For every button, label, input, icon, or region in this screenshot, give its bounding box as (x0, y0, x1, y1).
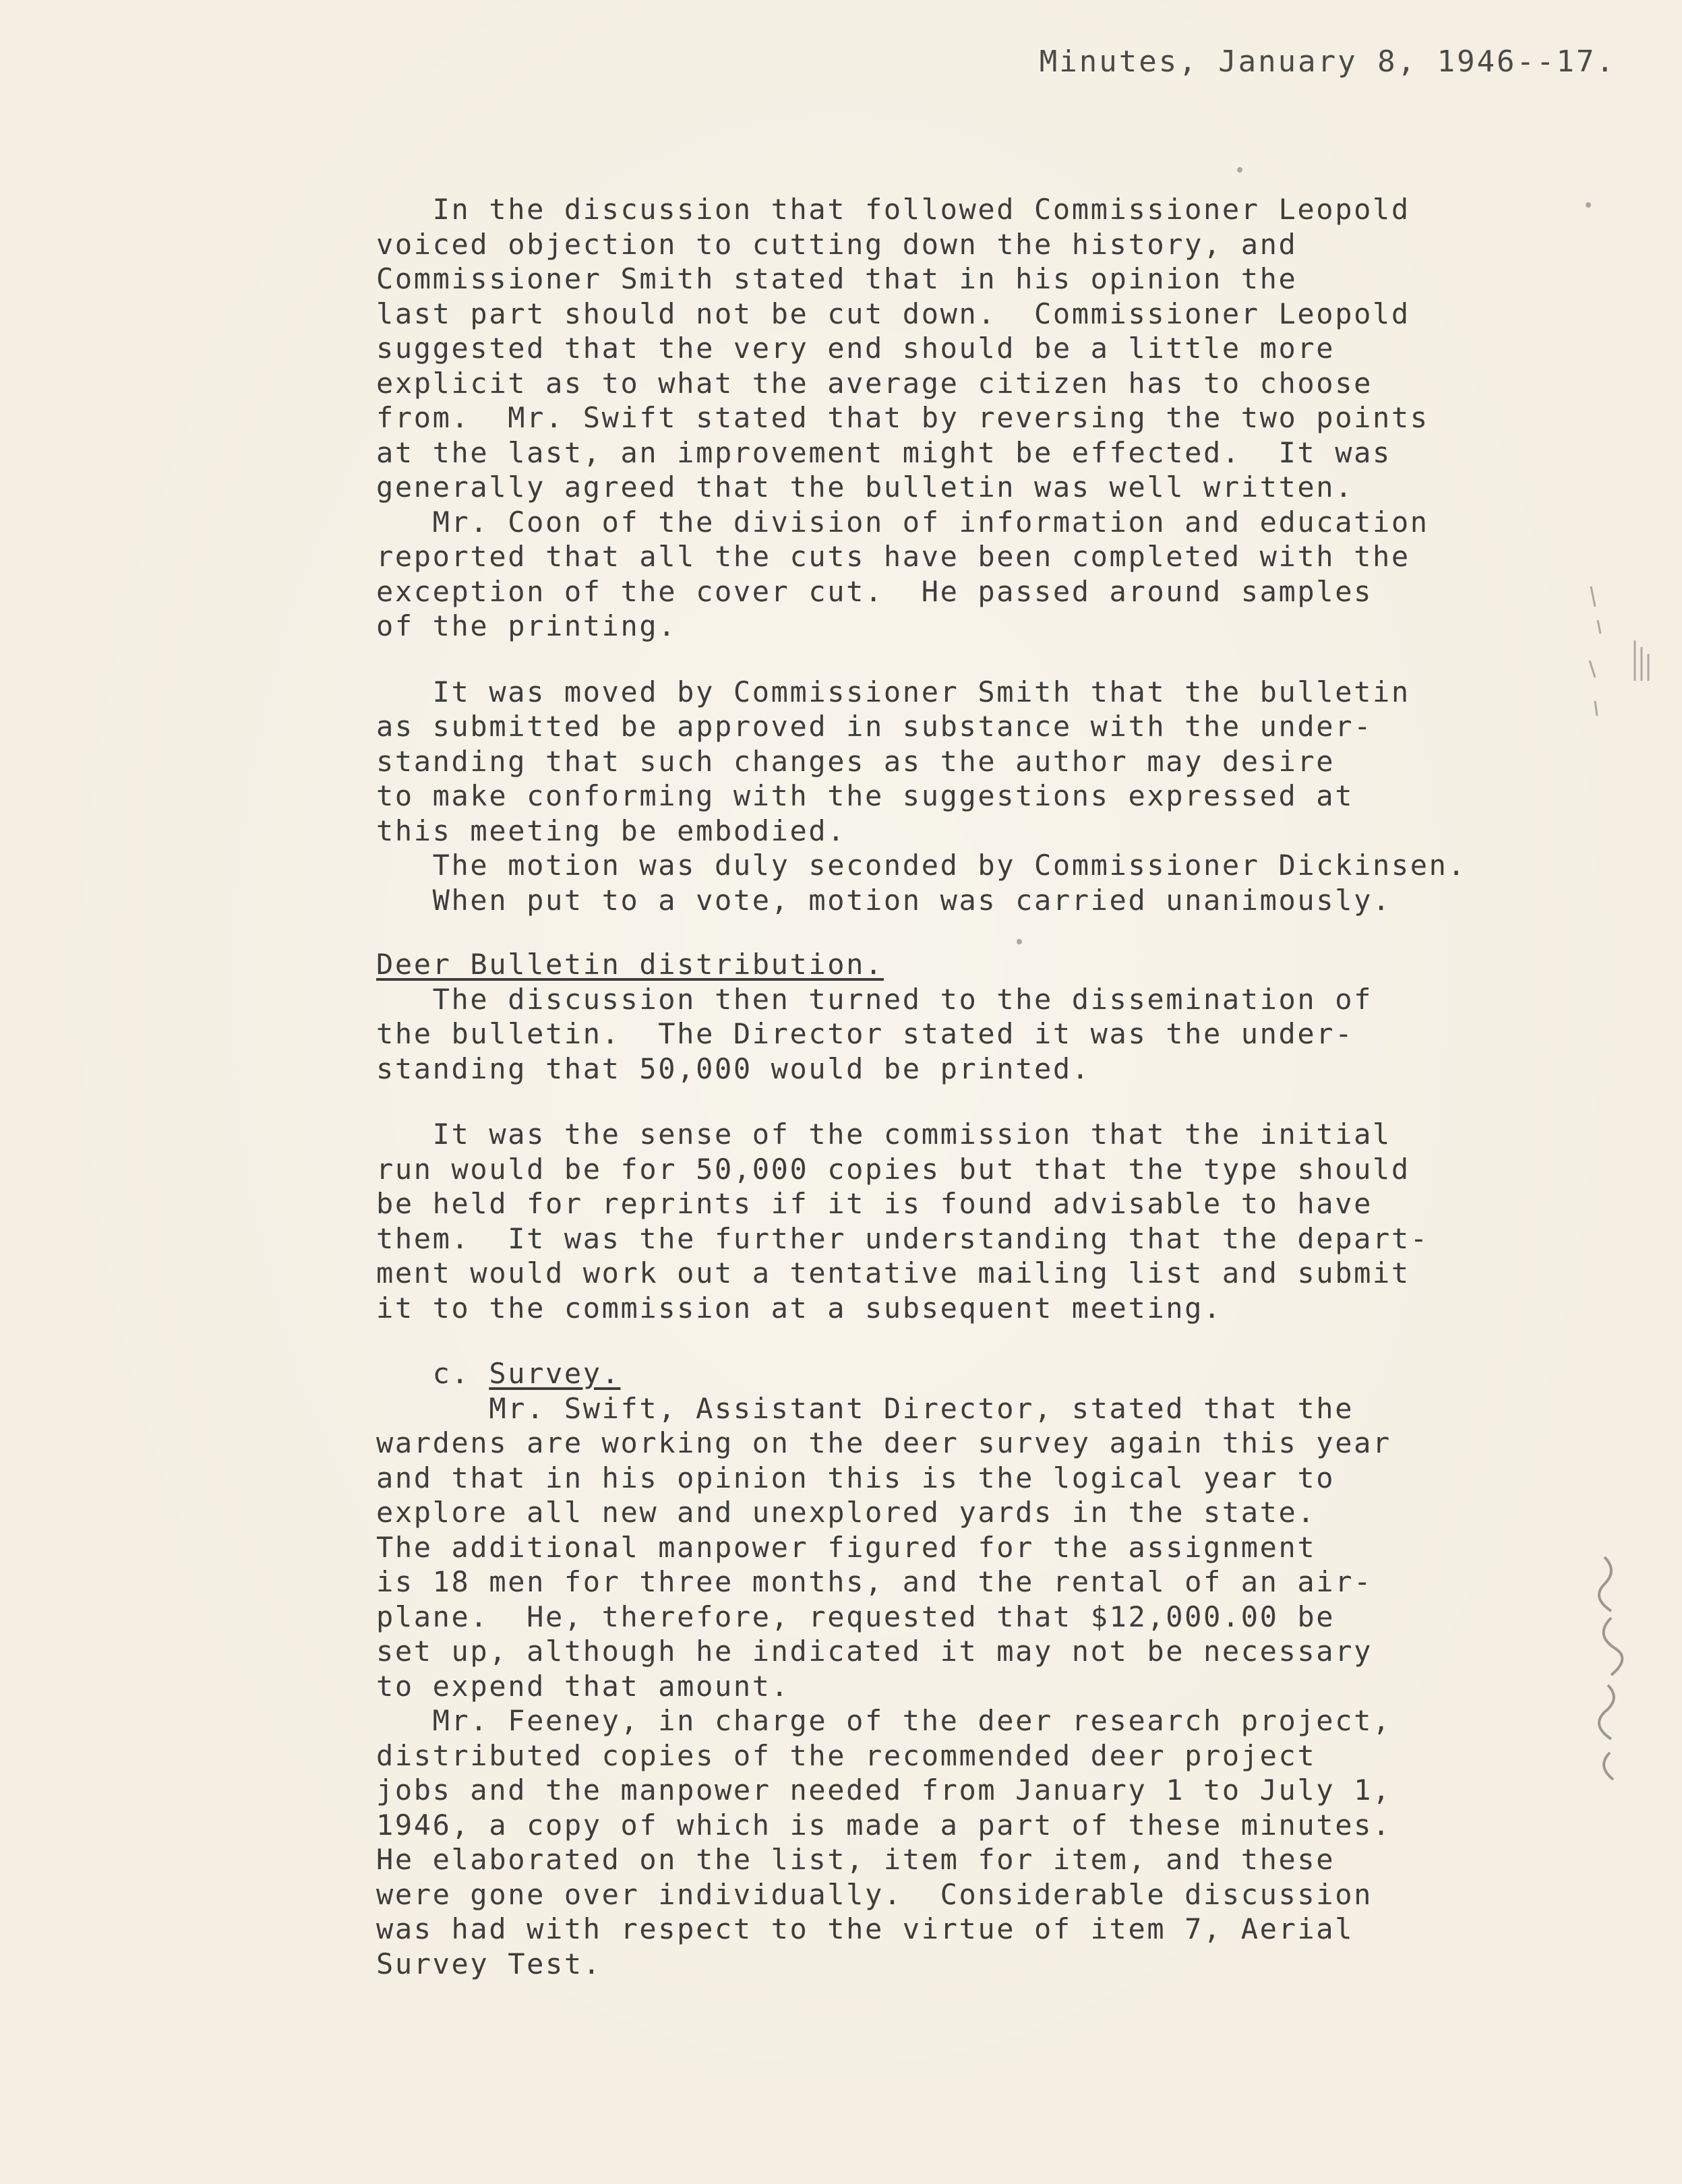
text-line: explore all new and unexplored yards in the state. (376, 1496, 1317, 1529)
text-line: suggested that the very end should be a little more (376, 332, 1335, 365)
document-body (376, 192, 1542, 1981)
page-header: Minutes, January 8, 1946--17. (1039, 44, 1616, 79)
text-line: generally agreed that the bulletin was well written. (376, 471, 1354, 504)
heading-prefix: c. (376, 1357, 489, 1390)
text-line: Commissioner Smith stated that in his opinion the (376, 262, 1298, 295)
text-line: In the discussion that followed Commissioner Leopold (376, 193, 1410, 226)
text-line: last part should not be cut down. Commissioner Leopold (376, 297, 1410, 330)
text-line: Mr. Coon of the division of information and education (376, 505, 1429, 539)
text-line: were gone over individually. Considerable discussion (376, 1877, 1373, 1911)
text-line: He elaborated on the list, item for item, and these (376, 1843, 1335, 1876)
text-line: was had with respect to the virtue of item 7, Aerial (376, 1912, 1354, 1945)
text-line: set up, although he indicated it may not be necessary (376, 1635, 1373, 1668)
text-line: as submitted be approved in substance with the under- (376, 710, 1373, 743)
text-line: explicit as to what the average citizen has to choose (376, 366, 1373, 400)
paragraph-bulletin-discussion (376, 192, 1542, 644)
heading-text: Deer Bulletin distribution. (376, 948, 884, 981)
paragraph-survey (376, 1391, 1542, 1982)
text-line: reported that all the cuts have been completed with the (376, 540, 1410, 573)
section-heading-deer-bulletin (376, 947, 1542, 982)
text-line: It was moved by Commissioner Smith that the bulletin (376, 675, 1410, 708)
text-line: When put to a vote, motion was carried unanimously. (376, 883, 1391, 917)
text-line: this meeting be embodied. (376, 814, 847, 847)
text-line: voiced objection to cutting down the history, and (376, 227, 1298, 261)
margin-bleed-marks (1571, 559, 1665, 1072)
text-line: standing that 50,000 would be printed. (376, 1052, 1091, 1085)
paragraph-initial-run (376, 1117, 1542, 1325)
text-line: and that in his opinion this is the logical year to (376, 1461, 1335, 1494)
paper-speck (1237, 167, 1242, 173)
section-heading-survey (376, 1356, 1542, 1391)
text-line: at the last, an improvement might be effected. It was (376, 435, 1391, 469)
paper-speck (1017, 939, 1022, 944)
text-line: the bulletin. The Director stated it was the under- (376, 1017, 1354, 1050)
text-line: it to the commission at a subsequent meeting. (376, 1291, 1222, 1325)
text-line: The additional manpower figured for the assignment (376, 1530, 1317, 1564)
paragraph-dissemination (376, 982, 1542, 1087)
margin-bleed-marks-lower (1578, 1550, 1658, 1833)
text-line: The motion was duly seconded by Commissioner Dickinsen. (376, 849, 1467, 882)
text-line: wardens are working on the deer survey again this year (376, 1426, 1391, 1459)
text-line: plane. He, therefore, requested that $12,000.00 be (376, 1600, 1335, 1633)
heading-text: Survey. (489, 1357, 621, 1390)
text-line: standing that such changes as the author may desire (376, 744, 1335, 778)
text-line: Mr. Swift, Assistant Director, stated that the (376, 1391, 1354, 1425)
text-line: It was the sense of the commission that the initial (376, 1118, 1391, 1151)
text-line: be held for reprints if it is found advisable to have (376, 1187, 1373, 1220)
text-line: distributed copies of the recommended deer project (376, 1738, 1317, 1772)
text-line: to make conforming with the suggestions expressed at (376, 779, 1354, 812)
text-line: exception of the cover cut. He passed around samples (376, 574, 1373, 608)
text-line: to expend that amount. (376, 1669, 790, 1703)
text-line: Mr. Feeney, in charge of the deer research project, (376, 1704, 1391, 1737)
text-line: them. It was the further understanding that the depart- (376, 1221, 1429, 1255)
text-line: from. Mr. Swift stated that by reversing the two points (376, 401, 1429, 434)
text-line: run would be for 50,000 copies but that the type should (376, 1152, 1410, 1186)
text-line: is 18 men for three months, and the rental of an air- (376, 1565, 1373, 1598)
text-line: of the printing. (376, 609, 678, 642)
text-line: 1946, a copy of which is made a part of these minutes. (376, 1808, 1391, 1842)
paragraph-motion (376, 675, 1542, 918)
text-line: jobs and the manpower needed from January 1 to July 1, (376, 1773, 1391, 1807)
text-line: The discussion then turned to the dissemination of (376, 982, 1373, 1016)
text-line: Survey Test. (376, 1947, 602, 1980)
paper-speck (1586, 202, 1591, 208)
text-line: ment would work out a tentative mailing list and submit (376, 1256, 1410, 1290)
